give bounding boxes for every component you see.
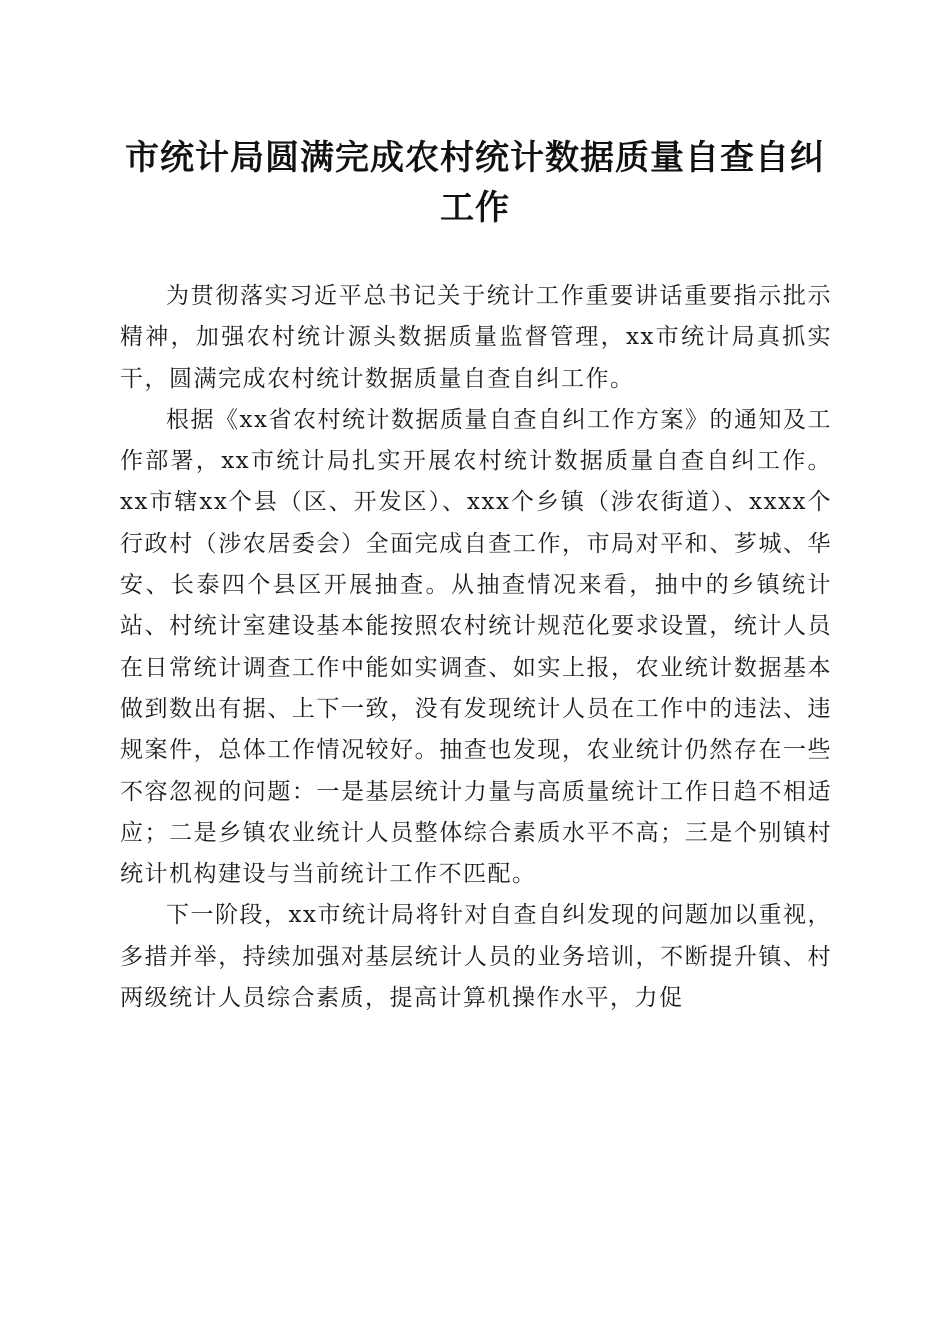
document-title: 市统计局圆满完成农村统计数据质量自查自纠工作 [125,138,825,228]
document-body [120,276,832,1019]
paragraph-inspection: 根据《xx省农村统计数据质量自查自纠工作方案》的通知及工作部署，xx市统计局扎实开展农村统计数据质量自查自纠工作。xx市辖xx个县（区、开发区）、xxx个乡镇（涉农街道）、xxxx个行政村（涉农居委会）全面完成自查工作，市局对平和、芗城、华安、长泰四个县区开展抽查。从抽查情况来看，抽中的乡镇统计站、村统计室建设基本能按照农村统计规范化要求设置，统计人员在日常统计调查工作中能如实调查、如实上报，农业统计数据基本做到数出有据、上下一致，没有发现统计人员在工作中的违法、违规案件，总体工作情况较好。抽查也发现，农业统计仍然存在一些不容忽视的问题：一是基层统计力量与高质量统计工作日趋不相适应；二是乡镇农业统计人员整体综合素质水平不高；三是个别镇村统计机构建设与当前统计工作不匹配。 [120,406,832,888]
paragraph-next-steps: 下一阶段，xx市统计局将针对自查自纠发现的问题加以重视，多措并举，持续加强对基层统计人员的业务培训，不断提升镇、村两级统计人员综合素质，提高计算机操作水平，力促 [120,902,832,1012]
paragraph-intro: 为贯彻落实习近平总书记关于统计工作重要讲话重要指示批示精神，加强农村统计源头数据质量监督管理，xx市统计局真抓实干，圆满完成农村统计数据质量自查自纠工作。 [120,283,832,392]
